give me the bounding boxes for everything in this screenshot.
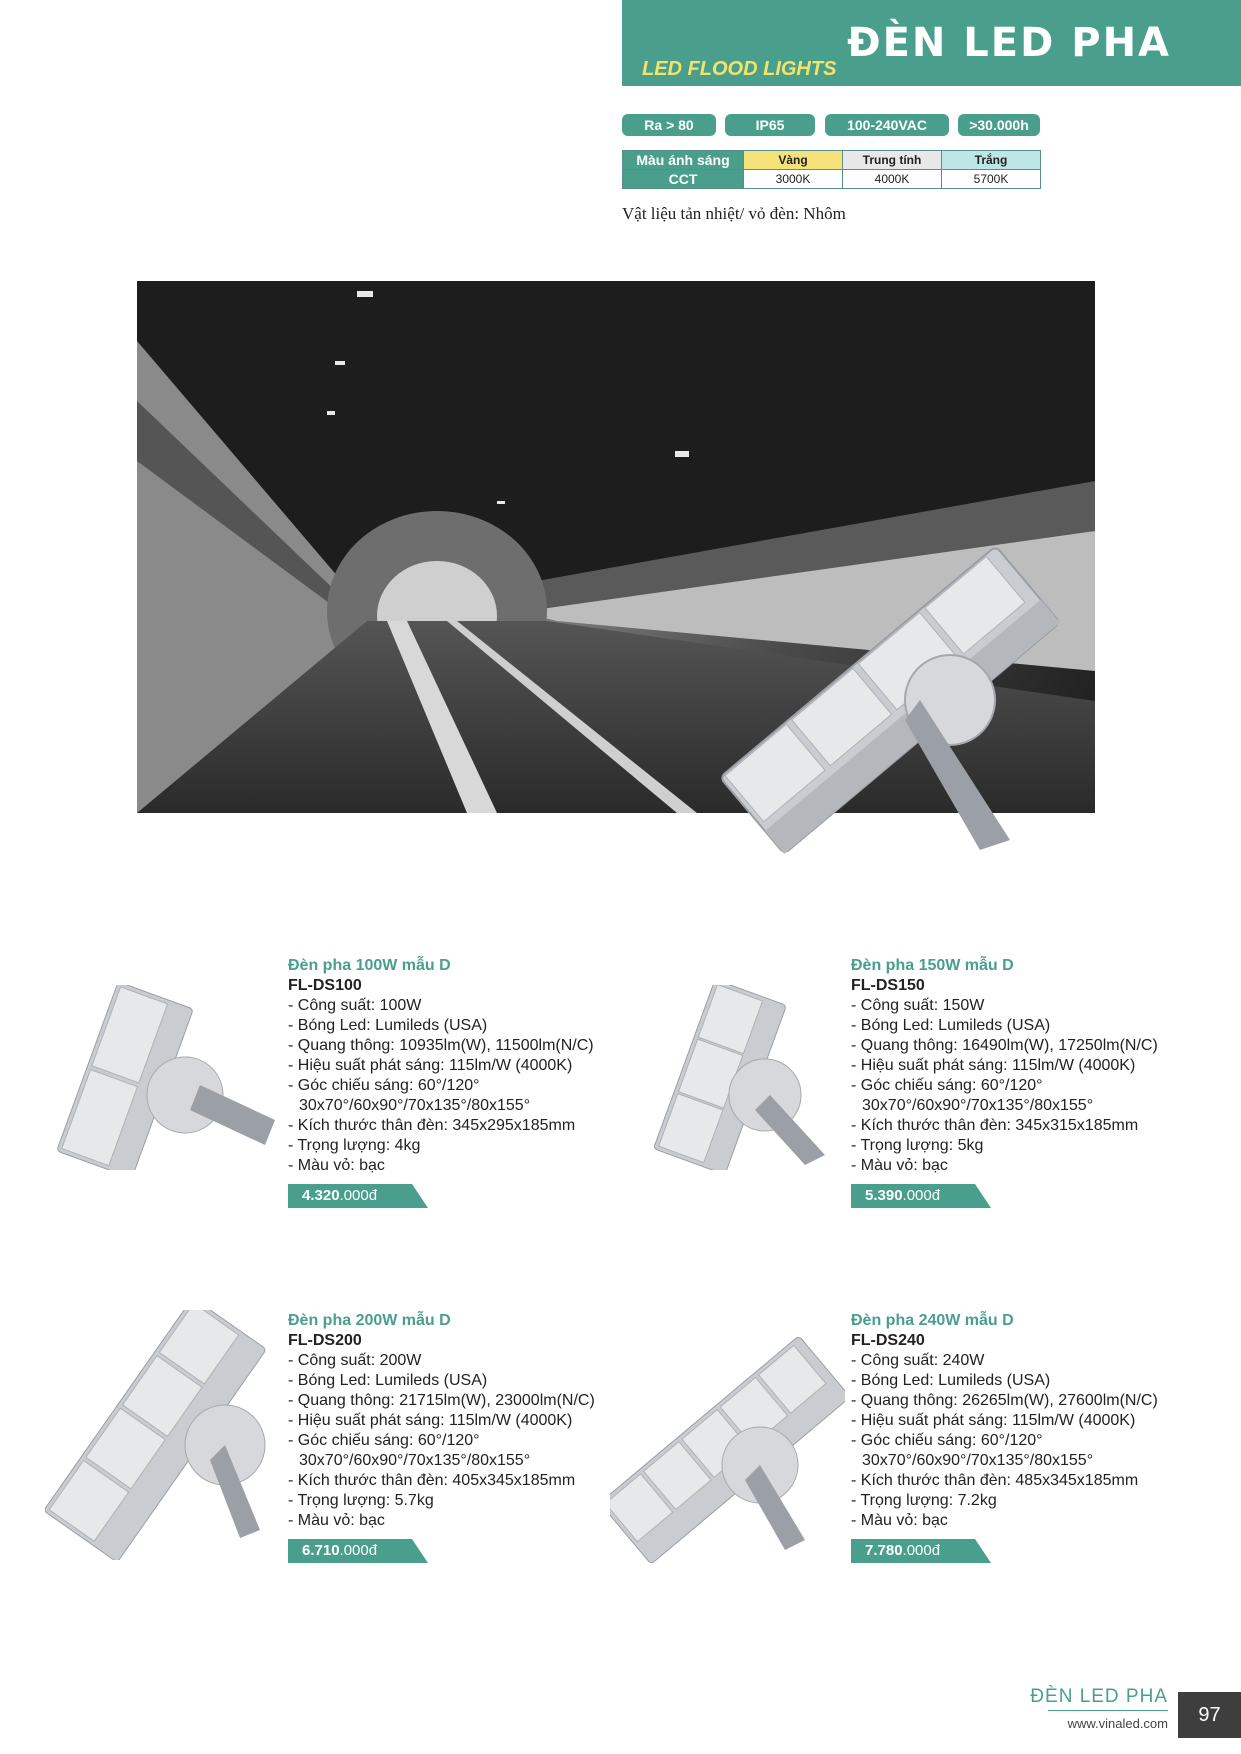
product-name: Đèn pha 240W mẫu D	[851, 1312, 1014, 1329]
cct-color-cool: Trắng	[942, 151, 1041, 170]
spec-led: - Bóng Led: Lumileds (USA)	[288, 1372, 488, 1389]
floodlight-150w-image	[645, 985, 845, 1170]
cct-color-neutral: Trung tính	[843, 151, 942, 170]
floodlight-hero-image	[690, 500, 1090, 900]
price-value: 7.780	[865, 1542, 903, 1559]
spec-housing-color: - Màu vỏ: bạc	[288, 1157, 385, 1174]
spec-dimensions: - Kích thước thân đèn: 485x345x185mm	[851, 1472, 1139, 1489]
cct-color-warm: Vàng	[744, 151, 843, 170]
floodlight-240w-image	[610, 1335, 845, 1565]
cct-value-neutral: 4000K	[843, 170, 942, 189]
spec-dimensions: - Kích thước thân đèn: 345x295x185mm	[288, 1117, 576, 1134]
floodlight-200w-image	[45, 1310, 275, 1560]
spec-pill-ip: IP65	[725, 114, 815, 136]
page-title: ĐÈN LED PHA	[847, 20, 1171, 66]
footer-title: ĐÈN LED PHA	[1030, 1686, 1168, 1707]
spec-dimensions: - Kích thước thân đèn: 345x315x185mm	[851, 1117, 1139, 1134]
price-value: 4.320	[302, 1187, 340, 1204]
spec-flux: - Quang thông: 16490lm(W), 17250lm(N/C)	[851, 1037, 1158, 1054]
price-tag	[851, 1184, 991, 1208]
spec-weight: - Trọng lượng: 5kg	[851, 1137, 984, 1154]
spec-weight: - Trọng lượng: 4kg	[288, 1137, 421, 1154]
product-code: FL-DS100	[288, 977, 362, 994]
spec-efficacy: - Hiệu suất phát sáng: 115lm/W (4000K)	[288, 1412, 573, 1429]
spec-pill-voltage: 100-240VAC	[825, 114, 949, 136]
product-fl-ds240	[851, 1311, 1158, 1563]
price-tag	[851, 1539, 991, 1563]
product-name: Đèn pha 150W mẫu D	[851, 957, 1014, 974]
cct-value-warm: 3000K	[744, 170, 843, 189]
spec-beam-angle: - Góc chiếu sáng: 60°/120°	[288, 1432, 480, 1449]
spec-flux: - Quang thông: 26265lm(W), 27600lm(N/C)	[851, 1392, 1158, 1409]
spec-housing-color: - Màu vỏ: bạc	[288, 1512, 385, 1529]
spec-power: - Công suất: 200W	[288, 1352, 422, 1369]
floodlight-100w-image	[50, 985, 280, 1170]
spec-dimensions: - Kích thước thân đèn: 405x345x185mm	[288, 1472, 576, 1489]
spec-beam-angle: - Góc chiếu sáng: 60°/120°	[851, 1432, 1043, 1449]
price-value: 5.390	[865, 1187, 903, 1204]
product-fl-ds100	[288, 956, 594, 1208]
spec-efficacy: - Hiệu suất phát sáng: 115lm/W (4000K)	[288, 1057, 573, 1074]
spec-weight: - Trọng lượng: 7.2kg	[851, 1492, 997, 1509]
product-fl-ds200	[288, 1311, 595, 1563]
product-name: Đèn pha 100W mẫu D	[288, 957, 451, 974]
spec-power: - Công suất: 150W	[851, 997, 985, 1014]
spec-flux: - Quang thông: 10935lm(W), 11500lm(N/C)	[288, 1037, 594, 1054]
page-number: 97	[1178, 1692, 1241, 1738]
cct-value-cool: 5700K	[942, 170, 1041, 189]
cct-row-label-color: Màu ánh sáng	[623, 151, 744, 170]
spec-efficacy: - Hiệu suất phát sáng: 115lm/W (4000K)	[851, 1412, 1136, 1429]
price-tag	[288, 1184, 428, 1208]
cct-row-label-cct: CCT	[623, 170, 744, 189]
spec-beam-options: 30x70°/60x90°/70x135°/80x155°	[862, 1452, 1094, 1469]
price-suffix: .000đ	[339, 1187, 378, 1204]
spec-housing-color: - Màu vỏ: bạc	[851, 1157, 948, 1174]
price-suffix: .000đ	[902, 1187, 941, 1204]
product-name: Đèn pha 200W mẫu D	[288, 1312, 451, 1329]
spec-beam-options: 30x70°/60x90°/70x135°/80x155°	[299, 1452, 531, 1469]
spec-power: - Công suất: 100W	[288, 997, 422, 1014]
page-subtitle: LED FLOOD LIGHTS	[642, 58, 837, 80]
spec-led: - Bóng Led: Lumileds (USA)	[851, 1017, 1051, 1034]
product-code: FL-DS240	[851, 1332, 925, 1349]
footer-divider	[1048, 1710, 1168, 1711]
price-tag	[288, 1539, 428, 1563]
product-fl-ds150	[851, 956, 1158, 1208]
spec-led: - Bóng Led: Lumileds (USA)	[288, 1017, 488, 1034]
spec-weight: - Trọng lượng: 5.7kg	[288, 1492, 434, 1509]
price-suffix: .000đ	[339, 1542, 378, 1559]
spec-beam-options: 30x70°/60x90°/70x135°/80x155°	[862, 1097, 1094, 1114]
spec-beam-angle: - Góc chiếu sáng: 60°/120°	[288, 1077, 480, 1094]
material-note: Vật liệu tản nhiệt/ vỏ đèn: Nhôm	[622, 204, 846, 223]
spec-beam-options: 30x70°/60x90°/70x135°/80x155°	[299, 1097, 531, 1114]
header-band	[622, 0, 1241, 86]
spec-flux: - Quang thông: 21715lm(W), 23000lm(N/C)	[288, 1392, 595, 1409]
footer-url: www.vinaled.com	[1067, 1716, 1168, 1731]
spec-pill-lifetime: >30.000h	[958, 114, 1040, 136]
price-value: 6.710	[302, 1542, 340, 1559]
spec-power: - Công suất: 240W	[851, 1352, 985, 1369]
spec-housing-color: - Màu vỏ: bạc	[851, 1512, 948, 1529]
spec-led: - Bóng Led: Lumileds (USA)	[851, 1372, 1051, 1389]
product-code: FL-DS200	[288, 1332, 362, 1349]
cct-table	[622, 150, 1041, 189]
spec-efficacy: - Hiệu suất phát sáng: 115lm/W (4000K)	[851, 1057, 1136, 1074]
spec-beam-angle: - Góc chiếu sáng: 60°/120°	[851, 1077, 1043, 1094]
product-code: FL-DS150	[851, 977, 925, 994]
price-suffix: .000đ	[902, 1542, 941, 1559]
spec-pill-ra: Ra > 80	[622, 114, 716, 136]
